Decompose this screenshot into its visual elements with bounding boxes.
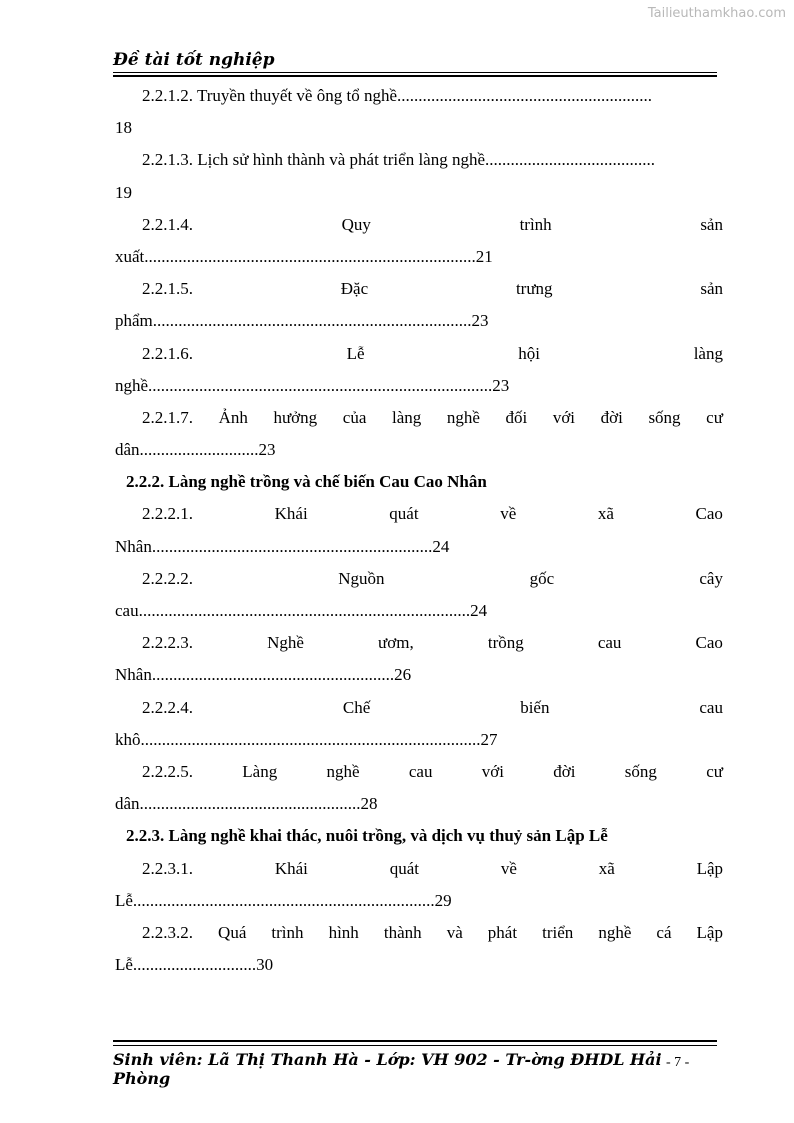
toc-section-heading: 2.2.2. Làng nghề trồng và chế biến Cau Cao Nhân: [126, 472, 487, 492]
toc-word: gốc: [529, 568, 555, 588]
toc-word: 2.2.1.5.: [142, 279, 193, 299]
toc-entry-line: [115, 273, 723, 305]
footer-rule-top: [113, 1040, 717, 1042]
toc-entry-line: 19: [115, 182, 132, 202]
toc-word: hưởng: [273, 407, 318, 427]
toc-word: Quy: [341, 214, 371, 234]
header-rule-bottom: [113, 75, 717, 77]
toc-word: của: [342, 407, 367, 427]
toc-entry-line: phẩm...........................................................................23: [115, 311, 489, 331]
table-of-contents: [115, 80, 723, 981]
toc-entry-line: [115, 692, 723, 724]
toc-word: 2.2.1.6.: [142, 343, 193, 363]
toc-word: thành: [383, 922, 422, 942]
toc-word: trình: [519, 214, 552, 234]
toc-entry-line: [115, 853, 723, 885]
toc-entry-line: Nhân..................................................................24: [115, 536, 450, 556]
toc-word: 2.2.3.1.: [142, 858, 193, 878]
toc-word: cư: [706, 761, 723, 781]
toc-entry-line: [115, 338, 723, 370]
footer-rule-bottom: [113, 1045, 717, 1046]
toc-entry-line: [115, 402, 723, 434]
toc-word: làng: [391, 407, 422, 427]
toc-word: phát: [487, 922, 518, 942]
toc-word: triển: [542, 922, 574, 942]
toc-entry-line: khô................................................................................27: [115, 729, 498, 749]
toc-word: Ảnh: [218, 407, 248, 427]
toc-word: sản: [700, 279, 723, 299]
toc-word: 2.2.2.4.: [142, 697, 193, 717]
toc-entry-line: [115, 498, 723, 530]
toc-entry-line: [115, 917, 723, 949]
toc-word: nghề: [326, 761, 360, 781]
toc-word: Nghề: [267, 633, 304, 653]
footer-text: Sinh viên: Lã Thị Thanh Hà - Lớp: VH 902 - Tr-ờng ĐHDL Hải Phòng: [113, 1050, 662, 1088]
toc-word: xã: [598, 858, 615, 878]
toc-entry-line: [115, 627, 723, 659]
toc-entry-line: Lễ.......................................................................29: [115, 890, 452, 910]
toc-entry-line: [115, 209, 723, 241]
toc-word: hội: [518, 343, 541, 363]
toc-word: đời: [600, 407, 623, 427]
toc-word: Lễ: [346, 343, 365, 363]
toc-word: cau: [699, 697, 723, 717]
toc-word: với: [552, 407, 576, 427]
toc-word: về: [500, 504, 517, 524]
toc-word: cau: [597, 633, 622, 653]
page-number: - 7 -: [666, 1055, 690, 1070]
toc-word: cư: [706, 407, 723, 427]
toc-word: Làng: [242, 761, 278, 781]
toc-word: Cao: [695, 504, 723, 524]
toc-word: quát: [389, 858, 419, 878]
toc-word: đời: [553, 761, 576, 781]
toc-word: trưng: [515, 279, 553, 299]
toc-entry-line: [115, 756, 723, 788]
toc-word: Lập: [696, 922, 723, 942]
toc-entry-line: [115, 563, 723, 595]
toc-word: Quá: [218, 922, 247, 942]
toc-word: xã: [597, 504, 614, 524]
toc-entry-line: xuất..............................................................................21: [115, 246, 493, 266]
toc-entry-line: 18: [115, 118, 132, 138]
toc-word: 2.2.1.4.: [142, 214, 193, 234]
page-header-title: Đề tài tốt nghiệp: [113, 50, 275, 70]
toc-word: sống: [624, 761, 657, 781]
toc-word: 2.2.1.7.: [142, 407, 193, 427]
toc-section-heading: 2.2.3. Làng nghề khai thác, nuôi trồng, và dịch vụ thuỷ sản Lập Lễ: [126, 826, 608, 846]
toc-word: sống: [648, 407, 681, 427]
toc-word: về: [500, 858, 517, 878]
toc-word: Khái: [274, 504, 308, 524]
toc-word: quát: [389, 504, 419, 524]
toc-word: Chế: [342, 697, 371, 717]
toc-entry-line: cau..............................................................................24: [115, 601, 488, 620]
toc-word: sản: [700, 214, 723, 234]
toc-word: làng: [693, 343, 723, 363]
toc-word: trồng: [487, 633, 524, 653]
toc-word: Cao: [695, 633, 723, 653]
toc-word: cá: [656, 922, 672, 942]
toc-entry-line: 2.2.1.2. Truyền thuyết về ông tổ nghề............................................................: [142, 86, 652, 105]
toc-entry-line: Lễ.............................30: [115, 955, 274, 975]
toc-word: ươm,: [378, 633, 414, 653]
toc-word: 2.2.2.5.: [142, 761, 193, 781]
toc-word: và: [446, 922, 463, 942]
toc-word: nghề: [446, 407, 480, 427]
toc-word: cau: [408, 761, 433, 781]
toc-word: 2.2.2.2.: [142, 568, 193, 588]
toc-entry-line: nghề.................................................................................23: [115, 375, 510, 395]
toc-word: đối: [505, 407, 528, 427]
toc-word: nghề: [598, 922, 632, 942]
toc-word: trình: [271, 922, 304, 942]
watermark: Tailieuthamkhao.com: [647, 6, 786, 21]
toc-entry-line: dân....................................................28: [115, 794, 378, 814]
toc-word: với: [481, 761, 504, 781]
toc-word: biến: [520, 697, 550, 717]
toc-word: 2.2.3.2.: [142, 922, 193, 942]
toc-word: hình: [328, 922, 359, 942]
toc-entry-line: dân............................23: [115, 440, 276, 460]
toc-word: Đặc: [340, 279, 369, 299]
toc-word: 2.2.2.3.: [142, 633, 193, 653]
header-rule-top: [113, 72, 717, 73]
toc-entry-line: 2.2.1.3. Lịch sử hình thành và phát triển làng nghề........................................: [142, 150, 656, 170]
toc-word: Lập: [696, 858, 723, 878]
toc-word: Khái: [274, 858, 308, 878]
toc-word: 2.2.2.1.: [142, 504, 193, 524]
toc-word: Nguồn: [338, 568, 385, 588]
toc-word: cây: [699, 568, 723, 588]
toc-entry-line: Nhân.........................................................26: [115, 665, 412, 685]
